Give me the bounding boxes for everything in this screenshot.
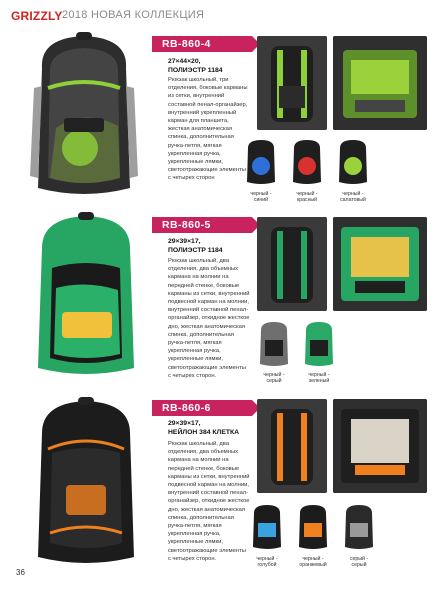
color-caption: черный - салатовый bbox=[340, 191, 366, 204]
product-main-photo bbox=[22, 208, 150, 384]
product-main-photo bbox=[22, 393, 150, 573]
back-view-photo bbox=[257, 217, 327, 311]
model-tag: RB-860-5 bbox=[152, 217, 252, 233]
color-caption: черный - серый bbox=[263, 372, 285, 385]
product-spec: 27×44×20, ПОЛИЭСТР 1184 bbox=[168, 58, 223, 74]
interior-photo bbox=[333, 399, 427, 493]
model-tag: RB-860-6 bbox=[152, 400, 252, 416]
model-tag: RB-860-4 bbox=[152, 36, 252, 52]
product-description: Рюкзак школьный, два отделения, два объемных кармана на молнии на передней стенке, боковые карманы из сетки, внутренний подвесной карман на молнии, внутренний составной пенал-органайзер, откидное жесткое дно, жесткая анатомическая спинка, дополнительная ручка-петля, мягкая укрепленная ручка, укрепленные лямки, светоотражающие элементы с четырех сторон. bbox=[168, 258, 250, 379]
product-description: Рюкзак школьный, три отделения, боковые карманы из сетки, внутренний составной пенал-органайзер, внутренний укрепленный карман для планшета, жесткая анатомическая спинка, дополнительная ручка-петля, мягкая укрепленная ручка, укрепленные лямки, светоотражающие элементы с четырех сторон bbox=[168, 77, 248, 182]
product-description: Рюкзак школьный, два отделения, два объемных кармана на молнии на передней стенке, боковые карманы из сетки, внутренний подвесной карман на молнии, внутренний составной пенал-органайзер, откидное жесткое дно, жесткая анатомическая спинка, дополнительная ручка-петля, мягкая укрепленная ручка, укрепленные лямки, светоотражающие элементы с четырех сторон. bbox=[168, 441, 250, 562]
color-caption: черный - синий bbox=[250, 191, 272, 204]
color-variant-thumb bbox=[250, 503, 284, 551]
brand-logo: GRIZZLY bbox=[11, 9, 63, 23]
color-variant-thumb bbox=[302, 320, 336, 368]
color-caption: черный - зеленый bbox=[308, 372, 330, 385]
color-caption: серый - серый bbox=[349, 556, 369, 569]
color-variant-thumb bbox=[296, 503, 330, 551]
back-view-photo bbox=[257, 399, 327, 493]
color-variant-thumb bbox=[342, 503, 376, 551]
color-variant-thumb bbox=[244, 138, 278, 186]
back-view-photo bbox=[257, 36, 327, 130]
color-caption: черный - красный bbox=[296, 191, 318, 204]
page-number: 36 bbox=[16, 568, 25, 577]
product-spec: 29×39×17, НЕЙЛОН 384 КЛЕТКА bbox=[168, 420, 240, 436]
interior-photo bbox=[333, 217, 427, 311]
color-caption: черный - оранжевый bbox=[299, 556, 327, 569]
backpack-green-illustration bbox=[20, 28, 148, 206]
interior-photo bbox=[333, 36, 427, 130]
color-variant-thumb bbox=[336, 138, 370, 186]
color-caption: черный - голубой bbox=[256, 556, 278, 569]
color-variant-thumb bbox=[290, 138, 324, 186]
product-spec: 29×39×17, ПОЛИЭСТР 1184 bbox=[168, 238, 223, 254]
collection-title: 2018 НОВАЯ КОЛЛЕКЦИЯ bbox=[62, 9, 205, 21]
color-variant-thumb bbox=[257, 320, 291, 368]
product-main-photo bbox=[20, 28, 148, 206]
